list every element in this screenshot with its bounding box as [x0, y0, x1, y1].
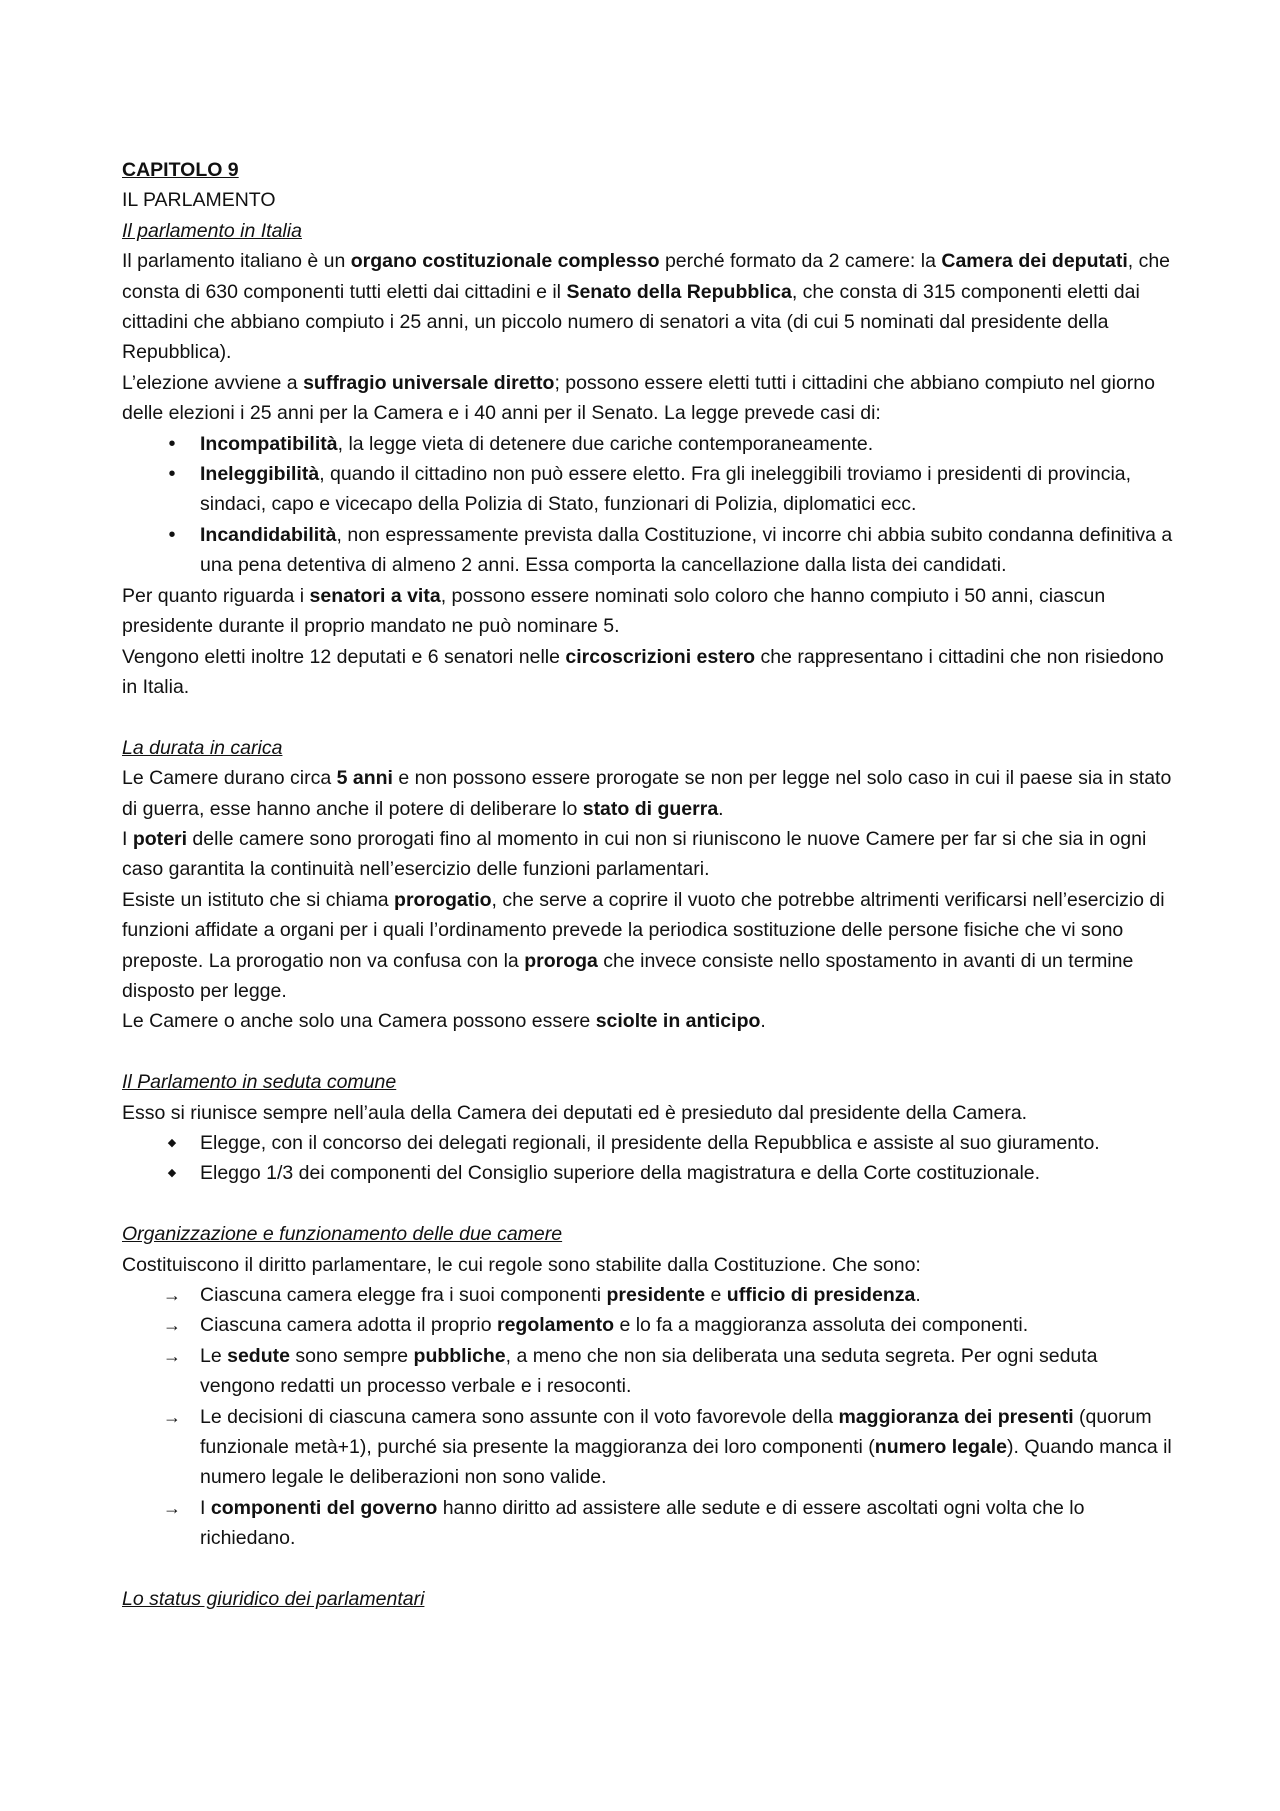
list-item: ◆ Eleggo 1/3 dei componenti del Consiglio superiore della magistratura e della Corte costituzionale.	[122, 1158, 1174, 1188]
paragraph: Per quanto riguarda i senatori a vita, possono essere nominati solo coloro che hanno compiuto i 50 anni, ciascun presidente durante il proprio mandato ne può nominare 5.	[122, 584, 1106, 638]
bold-term: suffragio universale diretto	[303, 371, 555, 394]
bold-term: senatori a vita	[309, 584, 441, 607]
paragraph: Esso si riunisce sempre nell’aula della Camera dei deputati ed è presieduto dal presidente della Camera.	[122, 1101, 1028, 1124]
bold-term: Senato della Repubblica	[566, 280, 792, 303]
arrow-right-icon: →	[163, 1497, 181, 1518]
paragraph: Il parlamento italiano è un organo costituzionale complesso perché formato da 2 camere: la Camera dei deputati, che consta di 630 componenti tutti eletti dai cittadini e il Senato della Repubblica, che consta di 315 componenti eletti dai cittadini che abbiano compiuto i 25 anni, un piccolo numero di senatori a vita (di cui 5 nominati dal presidente della Repubblica).	[122, 250, 1171, 364]
section-heading-seduta-comune: Il Parlamento in seduta comune	[122, 1071, 397, 1094]
bold-term: stato di guerra	[582, 797, 719, 820]
arrow-right-icon: →	[163, 1406, 181, 1427]
arrow-right-icon: →	[163, 1345, 181, 1366]
paragraph: Le Camere o anche solo una Camera possono essere sciolte in anticipo.	[122, 1010, 766, 1033]
diamond-bullet-icon: ◆	[167, 1136, 177, 1149]
document-page	[122, 155, 1174, 1614]
bullet-dot-icon: •	[168, 463, 176, 486]
bold-term: sciolte in anticipo	[595, 1010, 761, 1033]
bold-term: Camera dei deputati	[941, 250, 1128, 273]
chapter-title: IL PARLAMENTO	[122, 189, 276, 212]
section-heading-parlamento-italia: Il parlamento in Italia	[122, 219, 302, 242]
arrow-right-icon: →	[163, 1315, 181, 1336]
list-item: • Incompatibilità, la legge vieta di detenere due cariche contemporaneamente.	[122, 429, 1174, 459]
blank-line	[122, 702, 1174, 732]
blank-line	[122, 1037, 1174, 1067]
blank-line	[122, 1554, 1174, 1584]
bold-term: 5 anni	[336, 767, 393, 790]
arrow-right-icon: →	[163, 1284, 181, 1305]
list-item: → Le decisioni di ciascuna camera sono assunte con il voto favorevole della maggioranza dei presenti (quorum funzionale metà+1), purché sia presente la maggioranza dei loro componenti (numero legale). Quando manca il numero legale le deliberazioni non sono valide.	[122, 1402, 1174, 1493]
list-item: • Incandidabilità, non espressamente prevista dalla Costituzione, vi incorre chi abbia subito condanna definitiva a una pena detentiva di almeno 2 anni. Essa comporta la cancellazione dalla lista dei candidati.	[122, 520, 1174, 581]
bold-term: prorogatio	[394, 888, 492, 911]
section-heading-organizzazione: Organizzazione e funzionamento delle due camere	[122, 1223, 563, 1246]
list-item: → Ciascuna camera adotta il proprio regolamento e lo fa a maggioranza assoluta dei componenti.	[122, 1310, 1174, 1340]
section-heading-durata: La durata in carica	[122, 736, 283, 759]
paragraph: L’elezione avviene a suffragio universale diretto; possono essere eletti tutti i cittadini che abbiano compiuto nel giorno delle elezioni i 25 anni per la Camera e i 40 anni per il Senato. La legge prevede casi di:	[122, 371, 1155, 425]
bullet-list	[122, 429, 1174, 581]
list-item: → I componenti del governo hanno diritto ad assistere alle sedute e di essere ascoltati ogni volta che lo richiedano.	[122, 1493, 1174, 1554]
list-item: ◆ Elegge, con il concorso dei delegati regionali, il presidente della Repubblica e assiste al suo giuramento.	[122, 1128, 1174, 1158]
diamond-bullet-icon: ◆	[167, 1167, 177, 1180]
bold-term: organo costituzionale complesso	[350, 250, 660, 273]
chapter-label: CAPITOLO 9	[122, 159, 239, 181]
paragraph: Esiste un istituto che si chiama prorogatio, che serve a coprire il vuoto che potrebbe altrimenti verificarsi nell’esercizio di funzioni affidate a organi per i quali l’ordinamento prevede la periodica sostituzione delle persone fisiche che vi sono preposte. La prorogatio non va confusa con la proroga che invece consiste nello spostamento in avanti di un termine disposto per legge.	[122, 888, 1165, 1002]
bullet-dot-icon: •	[168, 432, 176, 455]
bold-term: circoscrizioni estero	[565, 645, 756, 668]
bold-term: poteri	[132, 827, 188, 850]
arrow-list	[122, 1280, 1174, 1554]
bullet-dot-icon: •	[168, 523, 176, 546]
diamond-list	[122, 1128, 1174, 1189]
blank-line	[122, 1189, 1174, 1219]
paragraph: Vengono eletti inoltre 12 deputati e 6 senatori nelle circoscrizioni estero che rappresentano i cittadini che non risiedono in Italia.	[122, 645, 1164, 698]
list-item: → Ciascuna camera elegge fra i suoi componenti presidente e ufficio di presidenza.	[122, 1280, 1174, 1310]
paragraph: I poteri delle camere sono prorogati fino al momento in cui non si riuniscono le nuove Camere per far si che sia in ogni caso garantita la continuità nell’esercizio delle funzioni parlamentari.	[122, 827, 1147, 881]
bold-term: proroga	[524, 949, 598, 972]
paragraph: Costituiscono il diritto parlamentare, le cui regole sono stabilite dalla Costituzione. Che sono:	[122, 1253, 921, 1276]
list-item: • Ineleggibilità, quando il cittadino non può essere eletto. Fra gli ineleggibili troviamo i presidenti di provincia, sindaci, capo e vicecapo della Polizia di Stato, funzionari di Polizia, diplomatici ecc.	[122, 459, 1174, 520]
paragraph: Le Camere durano circa 5 anni e non possono essere prorogate se non per legge nel solo caso in cui il paese sia in stato di guerra, esse hanno anche il potere di deliberare lo stato di guerra.	[122, 767, 1172, 820]
list-item: → Le sedute sono sempre pubbliche, a meno che non sia deliberata una seduta segreta. Per ogni seduta vengono redatti un processo verbale e i resoconti.	[122, 1341, 1174, 1402]
section-heading-status-giuridico: Lo status giuridico dei parlamentari	[122, 1588, 425, 1611]
